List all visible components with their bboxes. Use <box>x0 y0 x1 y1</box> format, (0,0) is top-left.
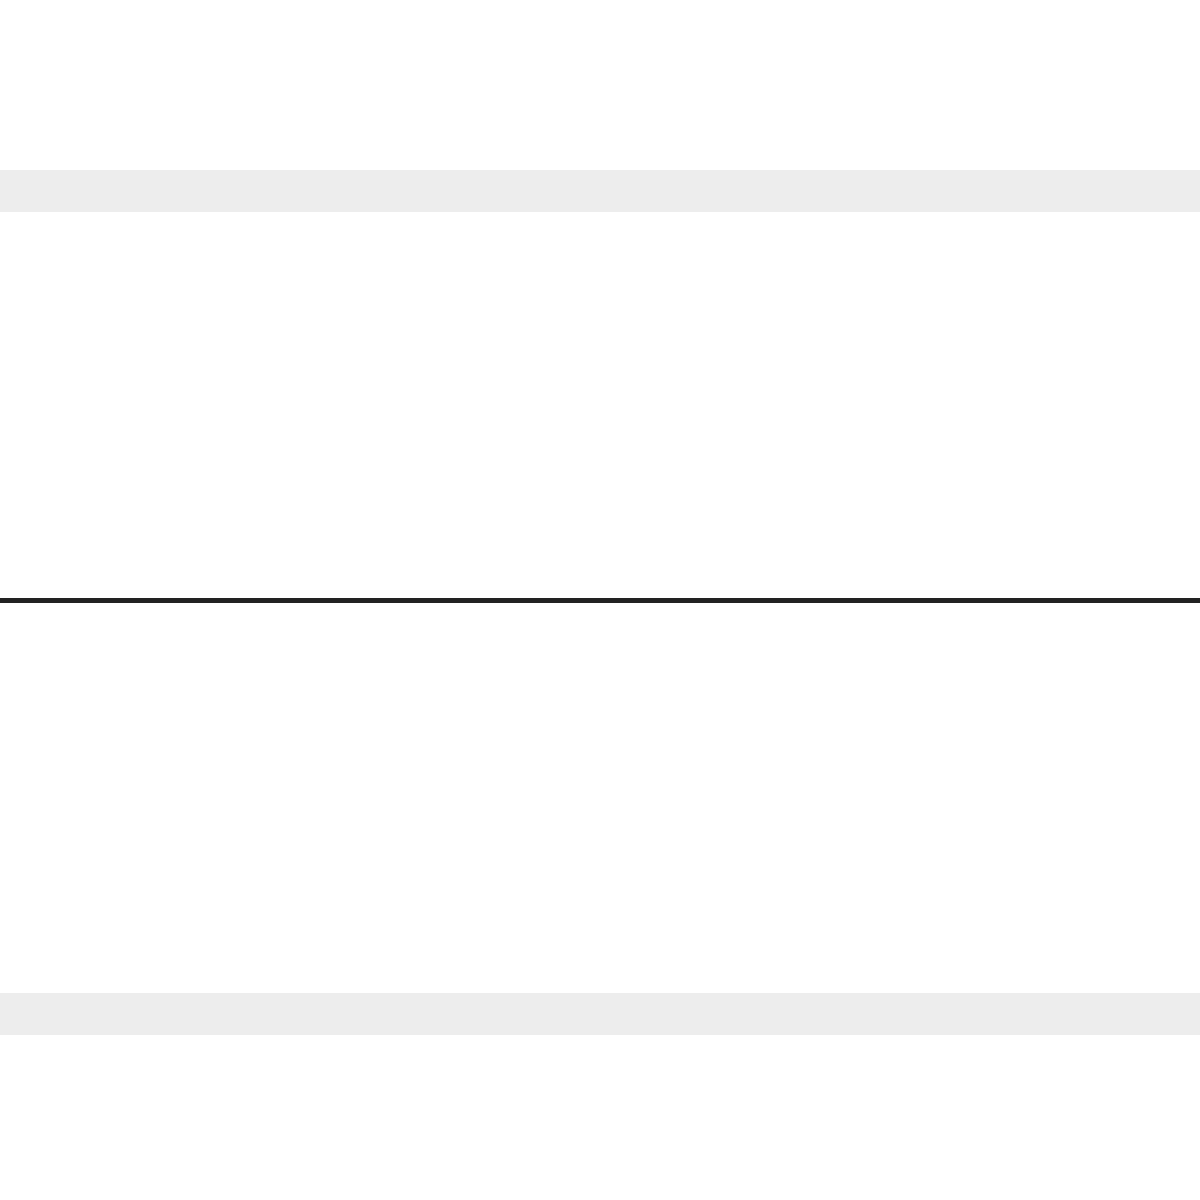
footer-band <box>0 993 1200 1035</box>
spiral-binding <box>0 565 1200 635</box>
header-band <box>0 170 1200 212</box>
